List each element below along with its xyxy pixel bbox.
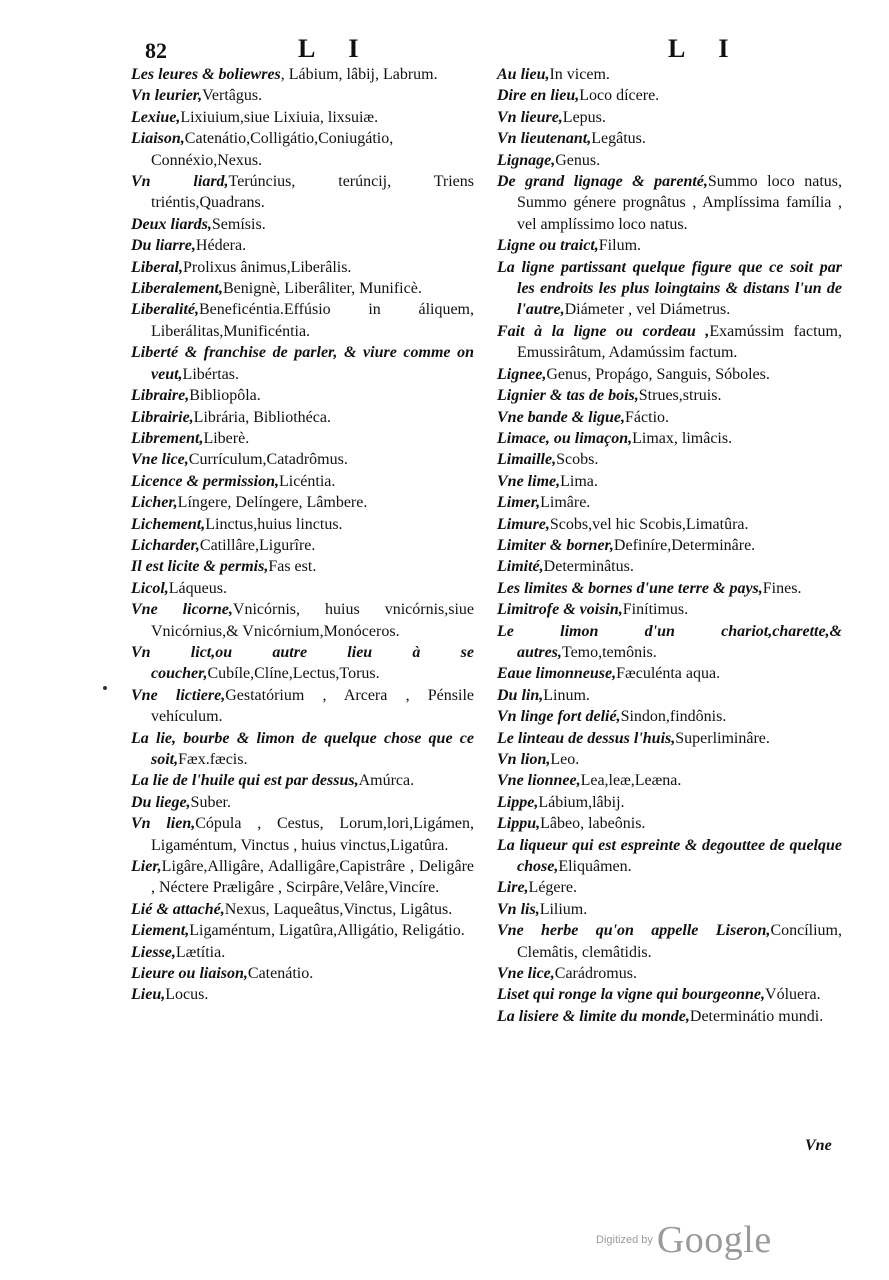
- dictionary-entry: [497, 64, 842, 85]
- latin-translation: Linum.: [543, 686, 590, 704]
- french-headword: Du liarre,: [131, 237, 196, 255]
- latin-translation: Bibliopôla.: [189, 387, 261, 405]
- dictionary-entry: [497, 920, 842, 963]
- latin-translation: Temo,temônis.: [561, 643, 657, 661]
- dictionary-entry: [131, 278, 474, 299]
- right-column: [497, 64, 842, 1027]
- french-headword: Lexiue,: [131, 108, 181, 126]
- dictionary-entry: [131, 107, 474, 128]
- latin-translation: Summo loco natus, Summo génere prognâtus , Amplíssima família , vel amplíssimo loco natus.: [517, 173, 842, 233]
- french-headword: Liberalement,: [131, 280, 223, 298]
- dictionary-entry: [497, 171, 842, 235]
- french-headword: Lippu,: [497, 815, 541, 833]
- dictionary-entry: [131, 599, 474, 642]
- dictionary-entry: [497, 492, 842, 513]
- latin-translation: Limax, limâcis.: [632, 429, 733, 447]
- french-headword: Licol,: [131, 579, 169, 597]
- french-headword: Vne lictiere,: [131, 686, 226, 704]
- latin-translation: Cópula , Cestus, Lorum,lori,Ligámen, Ligaméntum, Vinctus , huius vinctus,Ligatûra.: [151, 815, 474, 854]
- french-headword: Liement,: [131, 922, 190, 940]
- latin-translation: Catenátio.: [247, 965, 314, 983]
- latin-translation: Fæx.fæcis.: [178, 751, 248, 768]
- latin-translation: Examússim factum, Emussirâtum, Adamússim factum.: [517, 322, 843, 362]
- latin-translation: Genus.: [555, 151, 601, 169]
- french-headword: Liset qui ronge la vigne qui bourgeonne,: [497, 986, 766, 1004]
- french-headword: Limité,: [497, 558, 544, 576]
- french-headword: Du liege,: [131, 793, 191, 811]
- left-column: [131, 64, 474, 1006]
- french-headword: Lignier & tas de bois,: [497, 387, 639, 405]
- latin-translation: Linctus,huius linctus.: [205, 515, 343, 533]
- french-headword: Les leures & boliewres: [131, 66, 281, 83]
- dictionary-entry: [131, 449, 474, 470]
- dictionary-entry: [497, 728, 842, 749]
- french-headword: Il est licite & permis,: [131, 558, 269, 576]
- latin-translation: Currículum,Catadrômus.: [188, 451, 348, 469]
- dictionary-entry: [131, 685, 474, 728]
- latin-translation: Lea,leæ,Leæna.: [580, 772, 682, 790]
- french-headword: De grand lignage & parenté,: [497, 173, 708, 191]
- latin-translation: Catenátio,Colligátio,Coniugátio, Connéxio,Nexus.: [151, 130, 394, 169]
- french-headword: Limer,: [497, 494, 541, 512]
- latin-translation: Carádromus.: [554, 965, 637, 983]
- latin-translation: Língere, Delíngere, Lâmbere.: [177, 494, 368, 512]
- latin-translation: Fáctio.: [625, 408, 670, 426]
- dictionary-entry: [497, 428, 842, 449]
- french-headword: Ligne ou traict,: [497, 237, 599, 255]
- google-logo: Google: [656, 1219, 772, 1261]
- latin-translation: Leo.: [550, 751, 580, 768]
- french-headword: La ligne partissant quelque figure que ce soit par les endroits les plus loingtains & distans l'un de l'autre,: [497, 258, 842, 319]
- french-headword: Liberalité,: [131, 301, 199, 319]
- french-headword: Vne lice,: [497, 965, 555, 983]
- latin-translation: Vnicórnis, huius vnicórnis,siue Vnicórnius,& Vnicórnium,Monóceros.: [151, 601, 475, 640]
- french-headword: Lieu,: [131, 986, 166, 1004]
- dictionary-entry: [131, 407, 474, 428]
- dictionary-entry: [497, 835, 842, 878]
- dictionary-entry: [131, 514, 474, 535]
- french-headword: Vn lieure,: [497, 108, 563, 126]
- latin-translation: Láqueus.: [168, 579, 227, 597]
- french-headword: Vn lict,ou autre lieu à se coucher,: [131, 643, 474, 683]
- latin-translation: Lábium,lâbij.: [538, 793, 625, 811]
- french-headword: Eaue limonneuse,: [497, 665, 617, 683]
- french-headword: Liberté & franchise de parler, & viure comme on veut,: [131, 344, 474, 383]
- dictionary-entry: [497, 556, 842, 577]
- dictionary-entry: [497, 1006, 842, 1027]
- running-head-right: L I: [668, 34, 743, 63]
- latin-translation: Scobs,vel hic Scobis,Limatûra.: [549, 515, 749, 533]
- dictionary-entry: [131, 942, 474, 963]
- dictionary-entry: [131, 920, 474, 941]
- dictionary-entry: [497, 535, 842, 556]
- latin-translation: Ligaméntum, Ligatûra,Alligátio, Religátio.: [189, 922, 465, 940]
- latin-translation: Scobs.: [556, 451, 599, 469]
- dictionary-entry: [131, 214, 474, 235]
- latin-translation: Eliquâmen.: [558, 858, 632, 876]
- french-headword: Lignage,: [497, 151, 556, 169]
- dictionary-entry: [497, 449, 842, 470]
- latin-translation: Ligâre,Alligâre, Adalligâre,Capistrâre , Deligâre , Néctere Præligâre , Scirpâre,Velâre,Vincíre.: [151, 858, 474, 897]
- french-headword: Vne lionnee,: [497, 772, 581, 790]
- french-headword: Licharder,: [131, 536, 200, 554]
- latin-translation: Catillâre,Ligurîre.: [199, 536, 316, 554]
- latin-translation: Suber.: [190, 793, 231, 811]
- dictionary-entry: [131, 64, 474, 85]
- latin-translation: , Lábium, lâbij, Labrum.: [280, 66, 438, 83]
- latin-translation: Concílium, Clemâtis, clemâtidis.: [517, 922, 842, 961]
- dictionary-entry: [497, 578, 842, 599]
- dictionary-entry: [497, 770, 842, 791]
- french-headword: Au lieu,: [497, 66, 550, 83]
- latin-translation: Sindon,findônis.: [620, 708, 727, 726]
- latin-translation: Libértas.: [182, 365, 239, 383]
- latin-translation: Prolixus ânimus,Liberâlis.: [183, 258, 352, 276]
- dictionary-entry: [131, 984, 474, 1005]
- dictionary-entry: [497, 899, 842, 920]
- french-headword: Vne lime,: [497, 472, 561, 490]
- dictionary-entry: [497, 85, 842, 106]
- french-headword: Licher,: [131, 494, 178, 512]
- french-headword: Vne lice,: [131, 451, 189, 469]
- dictionary-entry: [131, 792, 474, 813]
- latin-translation: Vóluera.: [765, 986, 821, 1004]
- latin-translation: Filum.: [598, 237, 642, 255]
- latin-translation: Lima.: [560, 472, 598, 490]
- dictionary-entry: [131, 428, 474, 449]
- latin-translation: Lâbeo, labeônis.: [540, 815, 646, 833]
- page-number: 82: [145, 38, 167, 63]
- french-headword: Lichement,: [131, 515, 206, 533]
- watermark-prefix: Digitized by: [596, 1234, 653, 1246]
- latin-translation: Fines.: [762, 579, 802, 597]
- french-headword: Liaison,: [131, 130, 185, 148]
- latin-translation: Lætítia.: [175, 943, 226, 961]
- french-headword: Le limon d'un chariot,charette,& autres,: [497, 622, 842, 661]
- french-headword: Vn linge fort delié,: [497, 708, 621, 726]
- french-headword: Licence & permission,: [131, 472, 279, 490]
- french-headword: La liqueur qui est espreinte & degouttee de quelque chose,: [497, 836, 842, 876]
- dictionary-entry: [131, 728, 474, 771]
- dictionary-entry: [131, 299, 474, 342]
- french-headword: Lier,: [131, 858, 162, 876]
- latin-translation: Locus.: [165, 986, 209, 1004]
- ink-spot: [103, 686, 107, 690]
- latin-translation: Benignè, Liberâliter, Munificè.: [222, 280, 422, 298]
- dictionary-entry: [497, 984, 842, 1005]
- french-headword: Lire,: [497, 879, 529, 897]
- french-headword: Limiter & borner,: [497, 536, 614, 554]
- dictionary-entry: [497, 385, 842, 406]
- french-headword: Limure,: [497, 515, 550, 533]
- latin-translation: Loco dícere.: [579, 87, 660, 105]
- latin-translation: Genus, Propágo, Sanguis, Sóboles.: [546, 365, 770, 383]
- latin-translation: Lepus.: [562, 108, 606, 126]
- french-headword: Limitrofe & voisin,: [497, 601, 623, 619]
- french-headword: Dire en lieu,: [497, 87, 580, 105]
- dictionary-entry: [497, 963, 842, 984]
- french-headword: Liberal,: [131, 258, 183, 276]
- latin-translation: Nexus, Laqueâtus,Vinctus, Ligâtus.: [224, 900, 453, 918]
- french-headword: Vn lion,: [497, 751, 551, 768]
- dictionary-entry: [497, 257, 842, 321]
- dictionary-entry: [131, 899, 474, 920]
- latin-translation: Liberè.: [203, 429, 250, 447]
- latin-translation: Strues,struis.: [638, 387, 722, 405]
- french-headword: Vn lien,: [131, 815, 196, 833]
- latin-translation: Gestatórium , Arcera , Pénsile vehículum.: [151, 686, 474, 726]
- french-headword: Vn leurier,: [131, 87, 203, 105]
- dictionary-entry: [131, 578, 474, 599]
- french-headword: Le linteau de dessus l'huis,: [497, 729, 676, 747]
- latin-translation: Definíre,Determinâre.: [613, 536, 756, 554]
- dictionary-entry: [131, 235, 474, 256]
- french-headword: Lignee,: [497, 365, 547, 383]
- dictionary-entry: [497, 685, 842, 706]
- french-headword: Vn lis,: [497, 900, 540, 918]
- french-headword: Deux liards,: [131, 215, 212, 233]
- french-headword: Les limites & bornes d'une terre & pays,: [497, 579, 763, 597]
- french-headword: Lippe,: [497, 793, 539, 811]
- latin-translation: Superliminâre.: [675, 729, 770, 747]
- latin-translation: Terúncius, terúncij, Triens triéntis,Quadrans.: [151, 173, 475, 212]
- dictionary-entry: [497, 471, 842, 492]
- dictionary-entry: [131, 642, 474, 685]
- latin-translation: Légere.: [528, 879, 577, 897]
- latin-translation: Diámeter , vel Diámetrus.: [564, 301, 731, 319]
- dictionary-entry: [497, 813, 842, 834]
- catchword: Vne: [805, 1137, 832, 1154]
- french-headword: Librairie,: [131, 408, 194, 426]
- dictionary-entry: [131, 556, 474, 577]
- dictionary-entry: [497, 407, 842, 428]
- latin-translation: In vicem.: [549, 66, 610, 83]
- french-headword: Vne herbe qu'on appelle Liseron,: [497, 922, 771, 940]
- dictionary-entry: [497, 128, 842, 149]
- latin-translation: Vertâgus.: [202, 87, 263, 105]
- latin-translation: Limâre.: [540, 494, 591, 512]
- french-headword: Libraire,: [131, 387, 190, 405]
- french-headword: Vne bande & ligue,: [497, 408, 626, 426]
- dictionary-entry: [131, 342, 474, 385]
- french-headword: Librement,: [131, 429, 204, 447]
- dictionary-entry: [497, 663, 842, 684]
- dictionary-entry: [131, 171, 474, 214]
- latin-translation: Determinâtus.: [543, 558, 634, 576]
- latin-translation: Determinátio mundi.: [689, 1007, 824, 1025]
- dictionary-entry: [497, 621, 842, 664]
- dictionary-entry: [131, 492, 474, 513]
- dictionary-entry: [497, 877, 842, 898]
- dictionary-entry: [497, 364, 842, 385]
- french-headword: Fait à la ligne ou cordeau ,: [497, 322, 710, 340]
- latin-translation: Lixiuium,siue Lixiuia, lixsuiæ.: [180, 108, 379, 126]
- dictionary-entry: [497, 235, 842, 256]
- french-headword: Du lin,: [497, 686, 544, 704]
- latin-translation: Hédera.: [195, 237, 247, 255]
- dictionary-entry: [497, 514, 842, 535]
- latin-translation: Lilium.: [539, 900, 588, 918]
- french-headword: La lie de l'huile qui est par dessus,: [131, 772, 359, 790]
- french-headword: La lie, bourbe & limon de quelque chose que ce soit,: [131, 729, 474, 768]
- latin-translation: Legâtus.: [591, 130, 646, 148]
- french-headword: Lieure ou liaison,: [131, 965, 248, 983]
- french-headword: Vne licorne,: [131, 601, 233, 619]
- dictionary-entry: [131, 770, 474, 791]
- latin-translation: Licéntia.: [278, 472, 336, 490]
- dictionary-entry: [497, 150, 842, 171]
- dictionary-entry: [497, 749, 842, 770]
- dictionary-entry: [497, 321, 842, 364]
- dictionary-entry: [497, 599, 842, 620]
- dictionary-entry: [131, 385, 474, 406]
- dictionary-entry: [497, 706, 842, 727]
- latin-translation: Librária, Bibliothéca.: [193, 408, 331, 426]
- french-headword: Limaille,: [497, 451, 557, 469]
- french-headword: La lisiere & limite du monde,: [497, 1007, 690, 1025]
- running-head-left: L I: [298, 34, 373, 63]
- latin-translation: Cubíle,Clíne,Lectus,Torus.: [207, 665, 380, 683]
- dictionary-entry: [131, 471, 474, 492]
- latin-translation: Fas est.: [268, 558, 317, 576]
- latin-translation: Amúrca.: [358, 772, 415, 790]
- dictionary-entry: [131, 85, 474, 106]
- dictionary-entry: [131, 813, 474, 856]
- latin-translation: Semísis.: [211, 215, 266, 233]
- french-headword: Liesse,: [131, 943, 176, 961]
- dictionary-entry: [131, 128, 474, 171]
- french-headword: Limace, ou limaçon,: [497, 429, 633, 447]
- dictionary-entry: [131, 963, 474, 984]
- dictionary-entry: [131, 856, 474, 899]
- dictionary-entry: [497, 107, 842, 128]
- latin-translation: Beneficéntia.Effúsio in áliquem, Liberálitas,Munificéntia.: [151, 301, 474, 340]
- french-headword: Vn liard,: [131, 173, 229, 191]
- latin-translation: Fæculénta aqua.: [616, 665, 721, 683]
- dictionary-entry: [131, 535, 474, 556]
- google-watermark: [596, 1218, 772, 1262]
- dictionary-entry: [131, 257, 474, 278]
- latin-translation: Finítimus.: [622, 601, 689, 619]
- french-headword: Lié & attaché,: [131, 900, 225, 918]
- dictionary-entry: [497, 792, 842, 813]
- french-headword: Vn lieutenant,: [497, 130, 592, 148]
